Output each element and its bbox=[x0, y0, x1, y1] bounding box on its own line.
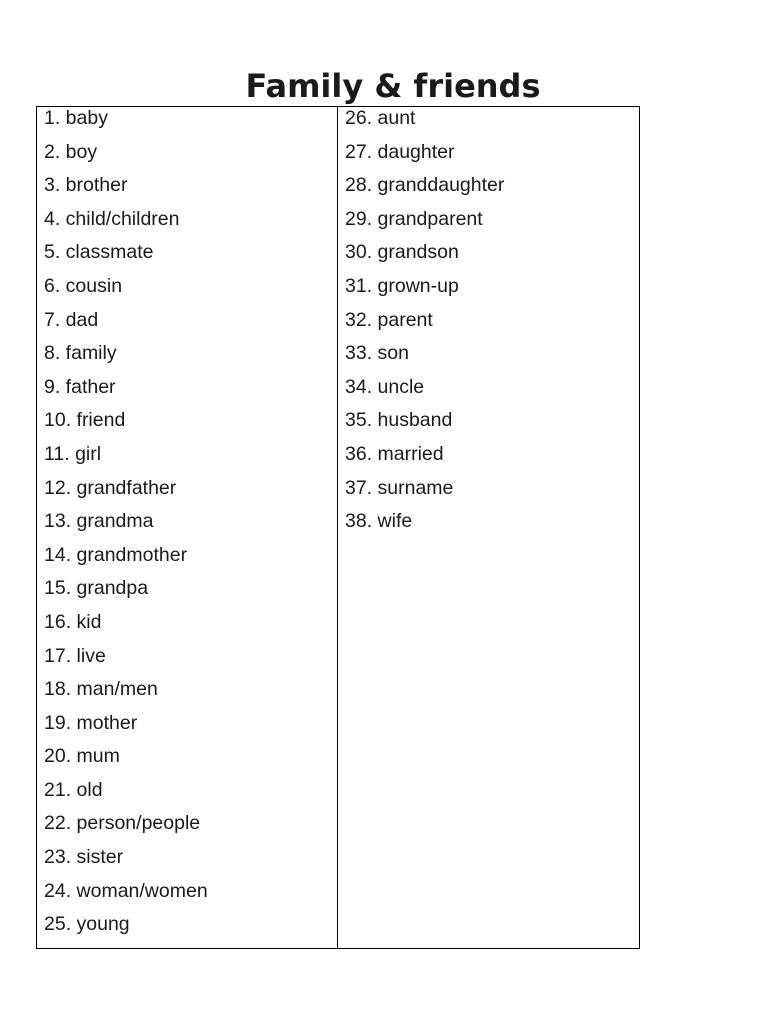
word-item: 31. grown-up bbox=[345, 274, 459, 297]
word-item: 35. husband bbox=[345, 409, 453, 432]
word-item: 11. girl bbox=[44, 442, 102, 465]
word-item: 28. granddaughter bbox=[345, 174, 505, 197]
word-item: 16. kid bbox=[44, 610, 102, 633]
word-item: 20. mum bbox=[44, 745, 120, 768]
word-column-left bbox=[37, 107, 338, 948]
word-item: 10. friend bbox=[44, 409, 126, 432]
word-item: 21. old bbox=[44, 778, 103, 801]
page-title: Family & friends bbox=[245, 67, 541, 105]
word-item: 3. brother bbox=[44, 174, 128, 197]
word-item: 34. uncle bbox=[345, 375, 425, 398]
word-item: 2. boy bbox=[44, 140, 98, 163]
word-item: 29. grandparent bbox=[345, 207, 483, 230]
word-item: 27. daughter bbox=[345, 140, 455, 163]
word-table bbox=[36, 106, 640, 949]
word-item: 4. child/children bbox=[44, 207, 180, 230]
word-item: 9. father bbox=[44, 375, 116, 398]
word-item: 1. baby bbox=[44, 107, 108, 129]
word-item: 17. live bbox=[44, 644, 106, 667]
word-item: 5. classmate bbox=[44, 241, 154, 264]
word-item: 25. young bbox=[44, 913, 130, 936]
word-column-right bbox=[338, 107, 639, 948]
word-item: 19. mother bbox=[44, 711, 138, 734]
word-item: 13. grandma bbox=[44, 510, 154, 533]
word-item: 37. surname bbox=[345, 476, 454, 499]
word-item: 22. person/people bbox=[44, 812, 201, 835]
word-item: 33. son bbox=[345, 342, 409, 365]
word-item: 32. parent bbox=[345, 308, 433, 331]
word-item: 12. grandfather bbox=[44, 476, 177, 499]
word-item: 8. family bbox=[44, 342, 117, 365]
word-item: 6. cousin bbox=[44, 274, 123, 297]
word-item: 30. grandson bbox=[345, 241, 459, 264]
word-item: 14. grandmother bbox=[44, 543, 188, 566]
word-item: 23. sister bbox=[44, 846, 124, 869]
word-item: 15. grandpa bbox=[44, 577, 149, 600]
word-item: 36. married bbox=[345, 442, 444, 465]
word-item: 7. dad bbox=[44, 308, 99, 331]
word-item: 26. aunt bbox=[345, 107, 416, 129]
word-item: 24. woman/women bbox=[44, 879, 208, 902]
word-item: 18. man/men bbox=[44, 678, 158, 701]
word-item: 38. wife bbox=[345, 510, 413, 533]
